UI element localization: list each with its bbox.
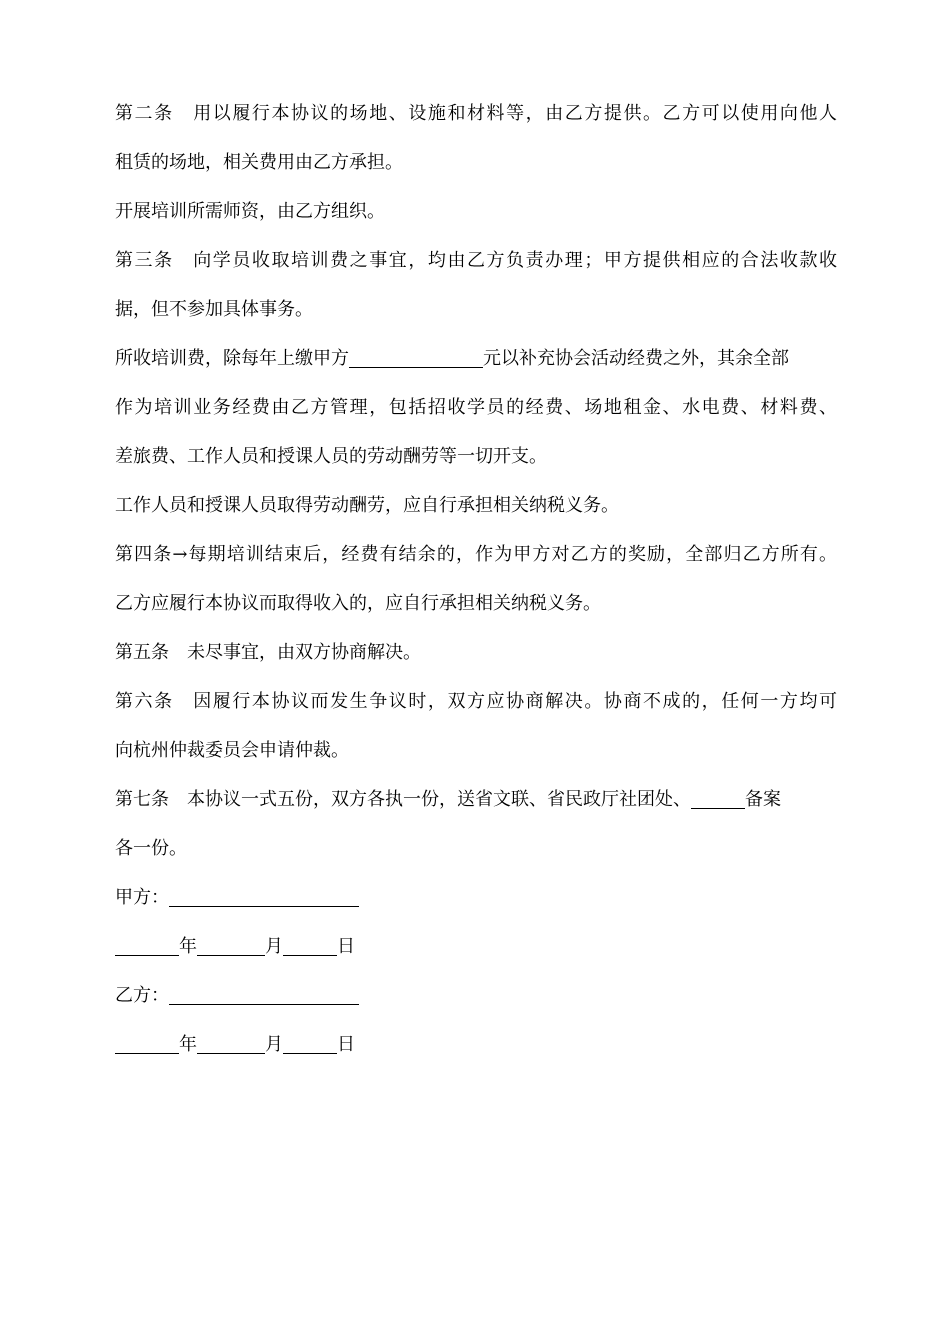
party-a-month-blank[interactable] — [197, 933, 265, 956]
fee-line-after: 元以补充协会活动经费之外，其余全部 — [483, 348, 789, 369]
clause-2-line-1: 第二条 用以履行本协议的场地、设施和材料等，由乙方提供。乙方可以使用向他人 — [115, 103, 837, 124]
clause-7-line-2: 各一份。 — [115, 838, 187, 859]
day-label: 日 — [337, 936, 355, 957]
party-a-label: 甲方： — [115, 887, 169, 908]
clause-2-line-2: 租赁的场地，相关费用由乙方承担。 — [115, 152, 403, 173]
clause-5-line: 第五条 未尽事宜，由双方协商解决。 — [115, 642, 421, 663]
tax-line: 工作人员和授课人员取得劳动酬劳，应自行承担相关纳税义务。 — [115, 495, 619, 516]
party-a-day-blank[interactable] — [283, 933, 337, 956]
clause-6-line-2: 向杭州仲裁委员会申请仲裁。 — [115, 740, 349, 761]
month-label: 月 — [265, 936, 283, 957]
party-b-label: 乙方： — [115, 985, 169, 1006]
month-label: 月 — [265, 1034, 283, 1055]
party-a-blank[interactable] — [169, 884, 359, 907]
filing-unit-blank[interactable] — [691, 786, 745, 809]
year-label: 年 — [179, 1034, 197, 1055]
party-b-month-blank[interactable] — [197, 1031, 265, 1054]
fee-detail-line-1: 作为培训业务经费由乙方管理，包括招收学员的经费、场地租金、水电费、材料费、 — [115, 397, 837, 418]
fee-line-before: 所收培训费，除每年上缴甲方 — [115, 348, 349, 369]
fee-amount-blank[interactable] — [349, 345, 483, 368]
party-b-year-blank[interactable] — [115, 1031, 179, 1054]
party-a-signature-line — [115, 880, 837, 929]
clause-4-line-1: 第四条→每期培训结束后，经费有结余的，作为甲方对乙方的奖励，全部归乙方所有。 — [115, 544, 837, 565]
clause-6-line-1: 第六条 因履行本协议而发生争议时，双方应协商解决。协商不成的，任何一方均可 — [115, 691, 837, 712]
party-a-date-line — [115, 929, 837, 978]
clause-4-line-2: 乙方应履行本协议而取得收入的，应自行承担相关纳税义务。 — [115, 593, 601, 614]
fee-line — [115, 341, 837, 390]
clause-2-line-3: 开展培训所需师资，由乙方组织。 — [115, 201, 385, 222]
party-b-day-blank[interactable] — [283, 1031, 337, 1054]
year-label: 年 — [179, 936, 197, 957]
party-b-date-line — [115, 1027, 837, 1076]
day-label: 日 — [337, 1034, 355, 1055]
clause-7-line-1 — [115, 782, 837, 831]
party-b-blank[interactable] — [169, 982, 359, 1005]
clause-7-before: 第七条 本协议一式五份，双方各执一份，送省文联、省民政厅社团处、 — [115, 789, 691, 810]
clause-3-line-1: 第三条 向学员收取培训费之事宜，均由乙方负责办理；甲方提供相应的合法收款收 — [115, 250, 837, 271]
party-b-signature-line — [115, 978, 837, 1027]
party-a-year-blank[interactable] — [115, 933, 179, 956]
fee-detail-line-2: 差旅费、工作人员和授课人员的劳动酬劳等一切开支。 — [115, 446, 547, 467]
clause-7-after: 备案 — [745, 789, 781, 810]
clause-3-line-2: 据，但不参加具体事务。 — [115, 299, 313, 320]
agreement-page — [115, 96, 837, 1076]
